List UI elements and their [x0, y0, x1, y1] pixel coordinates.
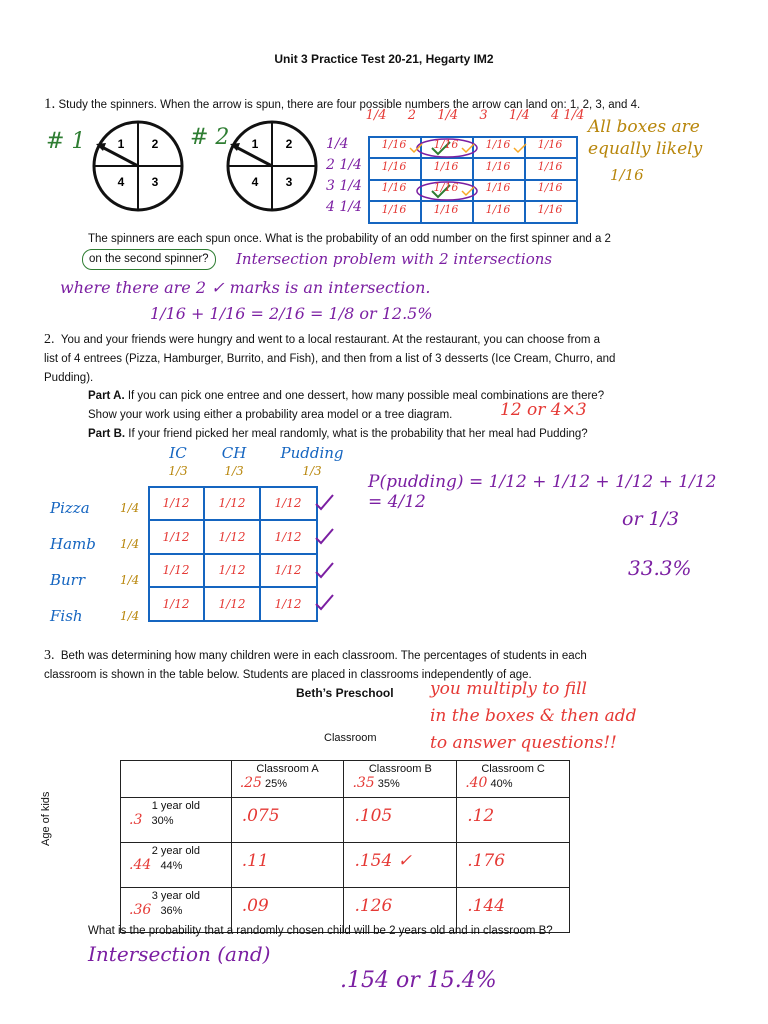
table-row	[121, 761, 570, 798]
q3-col-header: Classroom B .35 35%	[344, 761, 457, 798]
spinner2-hw-label: # 2	[190, 125, 230, 150]
q3-hw-note	[430, 676, 760, 757]
q1-cell: 1/16	[537, 159, 563, 173]
q3-cell: .105	[344, 798, 457, 843]
q2-part-a-text2: Show your work using either a probability area model or a tree diagram.	[88, 409, 453, 421]
q1-question-line2: on the second spinner?	[82, 249, 216, 270]
q2-prompt	[44, 330, 734, 388]
spinner1-label-2: 2	[151, 137, 159, 151]
q2-col-frac: 1/3	[302, 464, 322, 478]
q2-hw-col-labels	[150, 444, 390, 462]
q2-pudding-checkmarks	[312, 486, 338, 622]
q3-hw-note-line2: in the boxes & then add	[430, 706, 637, 726]
q1-hw-note: All boxes are equally likely	[588, 117, 703, 159]
q3-cell: .075	[231, 798, 344, 843]
q2-text-line1: You and your friends were hungry and went to a local restaurant. At the restaurant, you can choose from a	[60, 334, 601, 346]
q3-hw-answer2: .154 or 15.4%	[340, 968, 497, 993]
q1-hw-note-frac: 1/16	[610, 166, 644, 184]
q1-left-label: 3 1/4	[326, 178, 362, 194]
q2-cell: 1/12	[218, 596, 246, 611]
q2-hw-part-a-answer: 12 or 4×3	[500, 400, 587, 420]
table-row	[121, 843, 570, 888]
q1-cell: 1/16	[485, 181, 511, 194]
q1-left-label: 2 1/4	[326, 157, 362, 173]
q1-cell: 1/16	[537, 181, 563, 194]
q2-hw-answer3: 33.3%	[628, 556, 692, 580]
q1-grid-top-labels	[355, 108, 595, 123]
q1-cell: 1/16	[381, 202, 407, 216]
q2-cell: 1/12	[274, 529, 302, 544]
q2-text-line2: list of 4 entrees (Pizza, Hamburger, Burrito, and Fish), and then from a list of 3 desserts (Ice Cream, Churro, and	[44, 353, 616, 365]
q2-cell: 1/12	[274, 563, 302, 577]
q2-cell: 1/12	[218, 496, 246, 510]
q1-top-label: 3	[479, 108, 488, 123]
q1-cell: 1/16	[433, 159, 459, 173]
q1-hw-cells	[368, 138, 578, 224]
q1-top-label: 1/4	[508, 108, 530, 123]
q2-hw-row-fracs	[120, 490, 146, 634]
q1-cell: 1/16	[433, 138, 459, 151]
q2-part-b-text: If your friend picked her meal randomly, what is the probability that her meal had Pudding?	[128, 428, 588, 440]
q3-row-header: 3 year old .36 36%	[121, 888, 232, 933]
q1-left-label: 4 1/4	[326, 199, 362, 215]
q1-top-label: 1/4	[437, 108, 459, 123]
table-row	[121, 798, 570, 843]
q3-number: 3.	[44, 648, 55, 663]
q1-cell: 1/16	[433, 181, 459, 194]
q3-text-line2: classroom is shown in the table below. Students are placed in classrooms independently of age.	[44, 669, 532, 681]
spinner1-label-1: 1	[117, 137, 125, 151]
q3-row-header: 1 year old .3 30%	[121, 798, 232, 843]
spinner-2	[222, 116, 322, 216]
q1-cell: 1/16	[433, 202, 459, 216]
q1-cell: 1/16	[485, 202, 511, 216]
q3-cell: .154 ✓	[344, 843, 457, 888]
q2-part-a	[88, 387, 748, 425]
q1-left-label: 1/4	[326, 136, 349, 152]
q2-hw-cells	[148, 496, 318, 630]
spinner2-label-2: 2	[285, 137, 293, 151]
q2-cell: 1/12	[162, 496, 190, 510]
spinner1-label-4: 4	[117, 175, 125, 189]
q3-cell: .11	[231, 843, 344, 888]
q2-row-frac: 1/4	[120, 501, 140, 515]
q3-cell: .176	[457, 843, 570, 888]
q1-top-label: 4 1/4	[551, 108, 585, 123]
q1-cell: 1/16	[537, 202, 563, 216]
q2-row-frac: 1/4	[120, 537, 140, 551]
q1-top-label: 2	[407, 108, 417, 123]
q3-cell: .09	[231, 888, 344, 933]
q1-question-line1: The spinners are each spun once. What is the probability of an odd number on the first spinner and a 2	[88, 233, 611, 245]
spinner1-hw-label: # 1	[46, 129, 86, 154]
q3-col-header: Classroom A .25 25%	[231, 761, 344, 798]
q3-table-title: Beth’s Preschool	[296, 686, 394, 700]
q2-col-label: CH	[221, 444, 247, 462]
q2-col-label: IC	[169, 444, 187, 462]
spinner1-label-3: 3	[151, 175, 159, 189]
q2-hw-row-labels	[50, 490, 120, 634]
q1-cell: 1/16	[485, 159, 511, 173]
q2-part-b-label: Part B.	[88, 428, 126, 440]
q2-col-frac: 1/3	[224, 464, 244, 478]
page-title: Unit 3 Practice Test 20-21, Hegarty IM2	[274, 52, 494, 66]
spinner2-label-4: 4	[251, 175, 259, 189]
q1-cell: 1/16	[537, 138, 563, 151]
q1-cell: 1/16	[381, 159, 407, 173]
q2-cell: 1/12	[162, 529, 190, 544]
spinner-1	[88, 116, 188, 216]
q2-cell: 1/12	[218, 563, 246, 577]
q1-cell: 1/16	[485, 138, 511, 151]
q2-row-frac: 1/4	[120, 609, 140, 623]
q3-table	[120, 760, 570, 933]
q1-cell: 1/16	[381, 181, 407, 194]
spinner2-label-3: 3	[285, 175, 293, 189]
q2-col-frac: 1/3	[168, 464, 188, 478]
q2-cell: 1/12	[162, 596, 190, 611]
q2-row-label: Fish	[50, 607, 83, 625]
q3-hw-note-line1: you multiply to fill	[430, 679, 587, 699]
q2-text-line3: Pudding).	[44, 372, 94, 384]
q1-hw-answer1: Intersection problem with 2 intersections	[236, 250, 553, 268]
q2-cell: 1/12	[162, 563, 190, 577]
q1-top-label: 1/4	[365, 108, 387, 123]
q2-part-a-text1: If you can pick one entree and one dessert, how many possible meal combinations are there?	[127, 390, 605, 402]
q3-hw-answer1: Intersection (and)	[88, 942, 271, 966]
q2-hw-answer1: P(pudding) = 1/12 + 1/12 + 1/12 + 1/12 = 4/12	[368, 472, 717, 512]
q3-question: What is the probability that a randomly chosen child will be 2 years old and in classroom B?	[88, 925, 553, 937]
q1-text: Study the spinners. When the arrow is spun, there are four possible numbers the arrow can land on: 1, 2, 3, and 4.	[58, 99, 641, 111]
q1-grid-left-labels	[326, 134, 366, 218]
q2-col-label: Pudding	[280, 444, 344, 462]
q2-number: 2.	[44, 332, 55, 347]
q2-cell: 1/12	[218, 529, 246, 544]
q2-row-label: Pizza	[50, 499, 90, 517]
q3-row-header: 2 year old .44 44%	[121, 843, 232, 888]
q2-part-b	[88, 425, 748, 444]
q2-part-a-label: Part A.	[88, 390, 125, 402]
q2-row-frac: 1/4	[120, 573, 140, 587]
q2-hw-col-fracs	[150, 464, 390, 478]
q3-cell: .144	[457, 888, 570, 933]
q2-hw-answer2: or 1/3	[622, 508, 680, 530]
q3-row-axis: Age of kids	[40, 791, 52, 846]
q2-row-label: Hamb	[50, 535, 96, 553]
q2-cell: 1/12	[274, 496, 302, 510]
q3-hw-note-line3: to answer questions!!	[430, 733, 617, 753]
q1-number: 1.	[44, 96, 56, 112]
q3-col-axis: Classroom	[324, 732, 377, 744]
q3-text-line1: Beth was determining how many children were in each classroom. The percentages of students in each	[60, 650, 587, 662]
spinner2-label-1: 1	[251, 137, 259, 151]
q3-cell: .12	[457, 798, 570, 843]
q1-hw-answer2: where there are 2 ✓ marks is an intersection.	[60, 278, 431, 297]
q1-cell: 1/16	[381, 138, 407, 151]
q3-col-header: Classroom C .40 40%	[457, 761, 570, 798]
q1-hw-answer3: 1/16 + 1/16 = 2/16 = 1/8 or 12.5%	[150, 304, 433, 323]
q3-cell: .126	[344, 888, 457, 933]
q2-cell: 1/12	[274, 596, 302, 611]
q2-row-label: Burr	[50, 571, 86, 589]
